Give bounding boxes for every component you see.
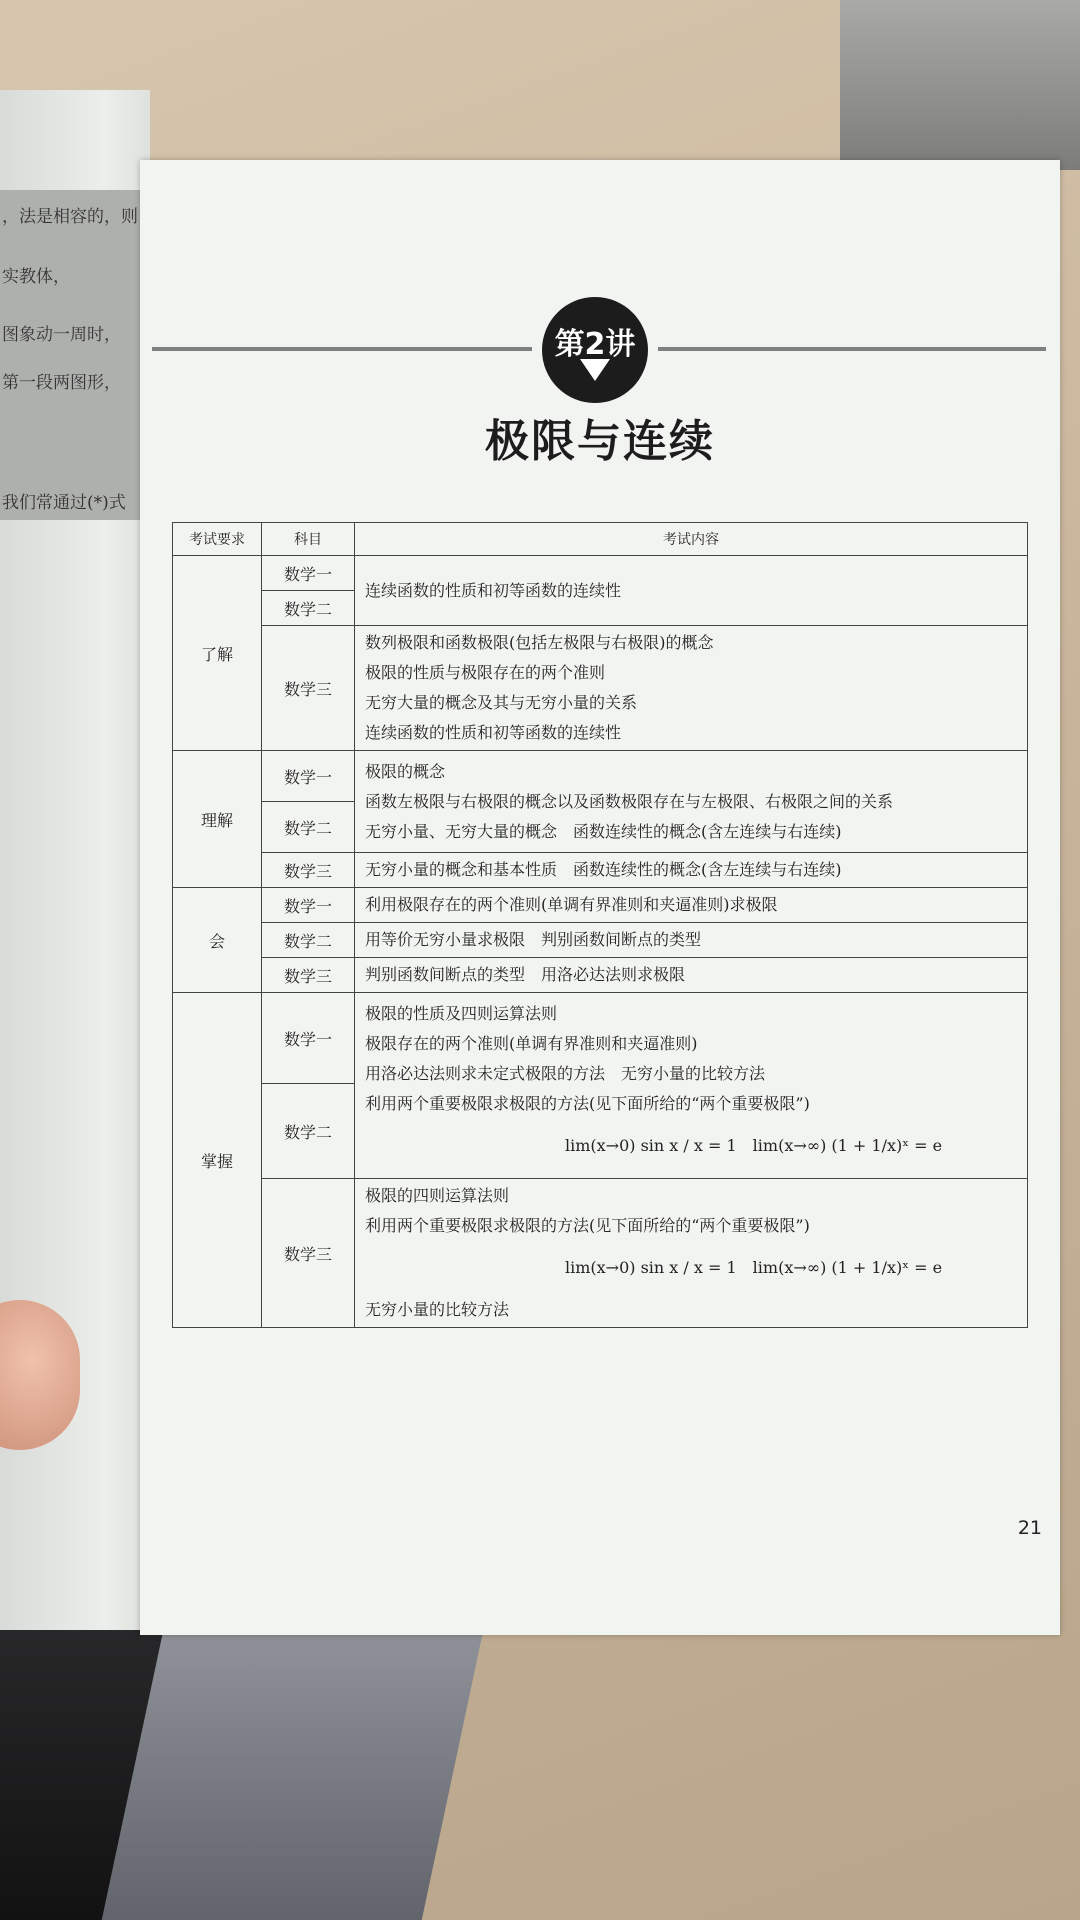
content-line: 极限存在的两个准则(单调有界准则和夹逼准则) <box>365 1033 698 1053</box>
subject-cell: 数学一 <box>262 888 355 923</box>
content-cell: 判别函数间断点的类型 用洛必达法则求极限 <box>355 958 1028 993</box>
content-line: 利用两个重要极限求极限的方法(见下面所给的“两个重要极限”) <box>365 1216 810 1235</box>
triangle-down-icon <box>580 359 610 381</box>
subject-cell: 数学三 <box>262 853 355 888</box>
content-line: 数列极限和函数极限(包括左极限与右极限)的概念 <box>365 633 714 652</box>
limit-formula: lim(x→0) sin x / x = 1 lim(x→∞) (1 + 1/x)ˣ = e <box>565 1258 943 1277</box>
table-row <box>173 556 1028 591</box>
content-cell <box>355 853 1028 888</box>
subject-cell: 数学三 <box>262 626 355 751</box>
requirement-cell: 理解 <box>173 751 262 888</box>
header-requirement: 考试要求 <box>173 523 262 556</box>
content-cell <box>355 626 1028 751</box>
left-page-line: 第一段两图形， <box>2 373 121 393</box>
header-subject: 科目 <box>262 523 355 556</box>
background-object <box>840 0 1080 170</box>
content-line: 连续函数的性质和初等函数的连续性 <box>365 580 622 600</box>
table-row <box>173 853 1028 888</box>
requirement-cell: 了解 <box>173 556 262 751</box>
content-line: 极限的性质及四则运算法则 <box>365 1003 558 1023</box>
table-row <box>173 993 1028 1084</box>
content-line: 利用两个重要极限求极限的方法(见下面所给的“两个重要极限”) <box>365 1093 810 1113</box>
table-row <box>173 751 1028 802</box>
left-page-shaded-block <box>0 190 140 520</box>
requirement-cell: 会 <box>173 888 262 993</box>
table-row <box>173 923 1028 958</box>
requirement-cell: 掌握 <box>173 993 262 1328</box>
limit-formula: lim(x→0) sin x / x = 1 lim(x→∞) (1 + 1/x)ˣ = e <box>565 1135 943 1155</box>
left-page-line: 我们常通过(*)式 <box>2 493 126 513</box>
subject-cell: 数学一 <box>262 993 355 1084</box>
header-content: 考试内容 <box>355 523 1028 556</box>
table-header-row <box>173 523 1028 556</box>
content-line: 函数左极限与右极限的概念以及函数极限存在与左极限、右极限之间的关系 <box>365 791 894 811</box>
syllabus-table <box>172 522 1028 1328</box>
book-page <box>140 160 1060 1635</box>
content-cell <box>355 751 1028 853</box>
table-row <box>173 1179 1028 1328</box>
subject-cell: 数学二 <box>262 591 355 626</box>
content-line: 无穷小量、无穷大量的概念 函数连续性的概念(含左连续与右连续) <box>365 821 842 841</box>
content-line: 极限的概念 <box>365 761 446 781</box>
content-cell: 用等价无穷小量求极限 判别函数间断点的类型 <box>355 923 1028 958</box>
left-page-line: ，法是相容的，则 <box>2 207 138 227</box>
content-line: 无穷小量的比较方法 <box>365 1300 510 1319</box>
subject-cell: 数学一 <box>262 556 355 591</box>
content-line: 无穷小量的概念和基本性质 函数连续性的概念(含左连续与右连续) <box>365 860 842 879</box>
chapter-badge-label: 第2讲 <box>554 327 636 362</box>
left-page-line: 实教体， <box>2 267 70 287</box>
header-rule-left <box>152 347 532 351</box>
content-cell: 利用极限存在的两个准则(单调有界准则和夹逼准则)求极限 <box>355 888 1028 923</box>
subject-cell: 数学二 <box>262 1084 355 1179</box>
chapter-title: 极限与连续 <box>485 416 715 467</box>
content-line: 连续函数的性质和初等函数的连续性 <box>365 723 622 742</box>
subject-cell: 数学三 <box>262 958 355 993</box>
subject-cell: 数学二 <box>262 802 355 853</box>
content-cell <box>355 556 1028 626</box>
page-number: 21 <box>1017 1517 1042 1539</box>
subject-cell: 数学二 <box>262 923 355 958</box>
content-line: 无穷大量的概念及其与无穷小量的关系 <box>365 693 638 712</box>
table-row <box>173 888 1028 923</box>
content-cell <box>355 1179 1028 1328</box>
subject-cell: 数学三 <box>262 1179 355 1328</box>
header-rule-right <box>658 347 1046 351</box>
table-row <box>173 958 1028 993</box>
content-line: 极限的性质与极限存在的两个准则 <box>365 663 606 682</box>
table-row <box>173 626 1028 751</box>
content-cell <box>355 993 1028 1179</box>
subject-cell: 数学一 <box>262 751 355 802</box>
content-line: 极限的四则运算法则 <box>365 1186 510 1205</box>
chapter-badge <box>542 297 648 403</box>
left-page-line: 图象动一周时， <box>2 325 121 345</box>
content-line: 用洛必达法则求未定式极限的方法 无穷小量的比较方法 <box>365 1063 766 1083</box>
